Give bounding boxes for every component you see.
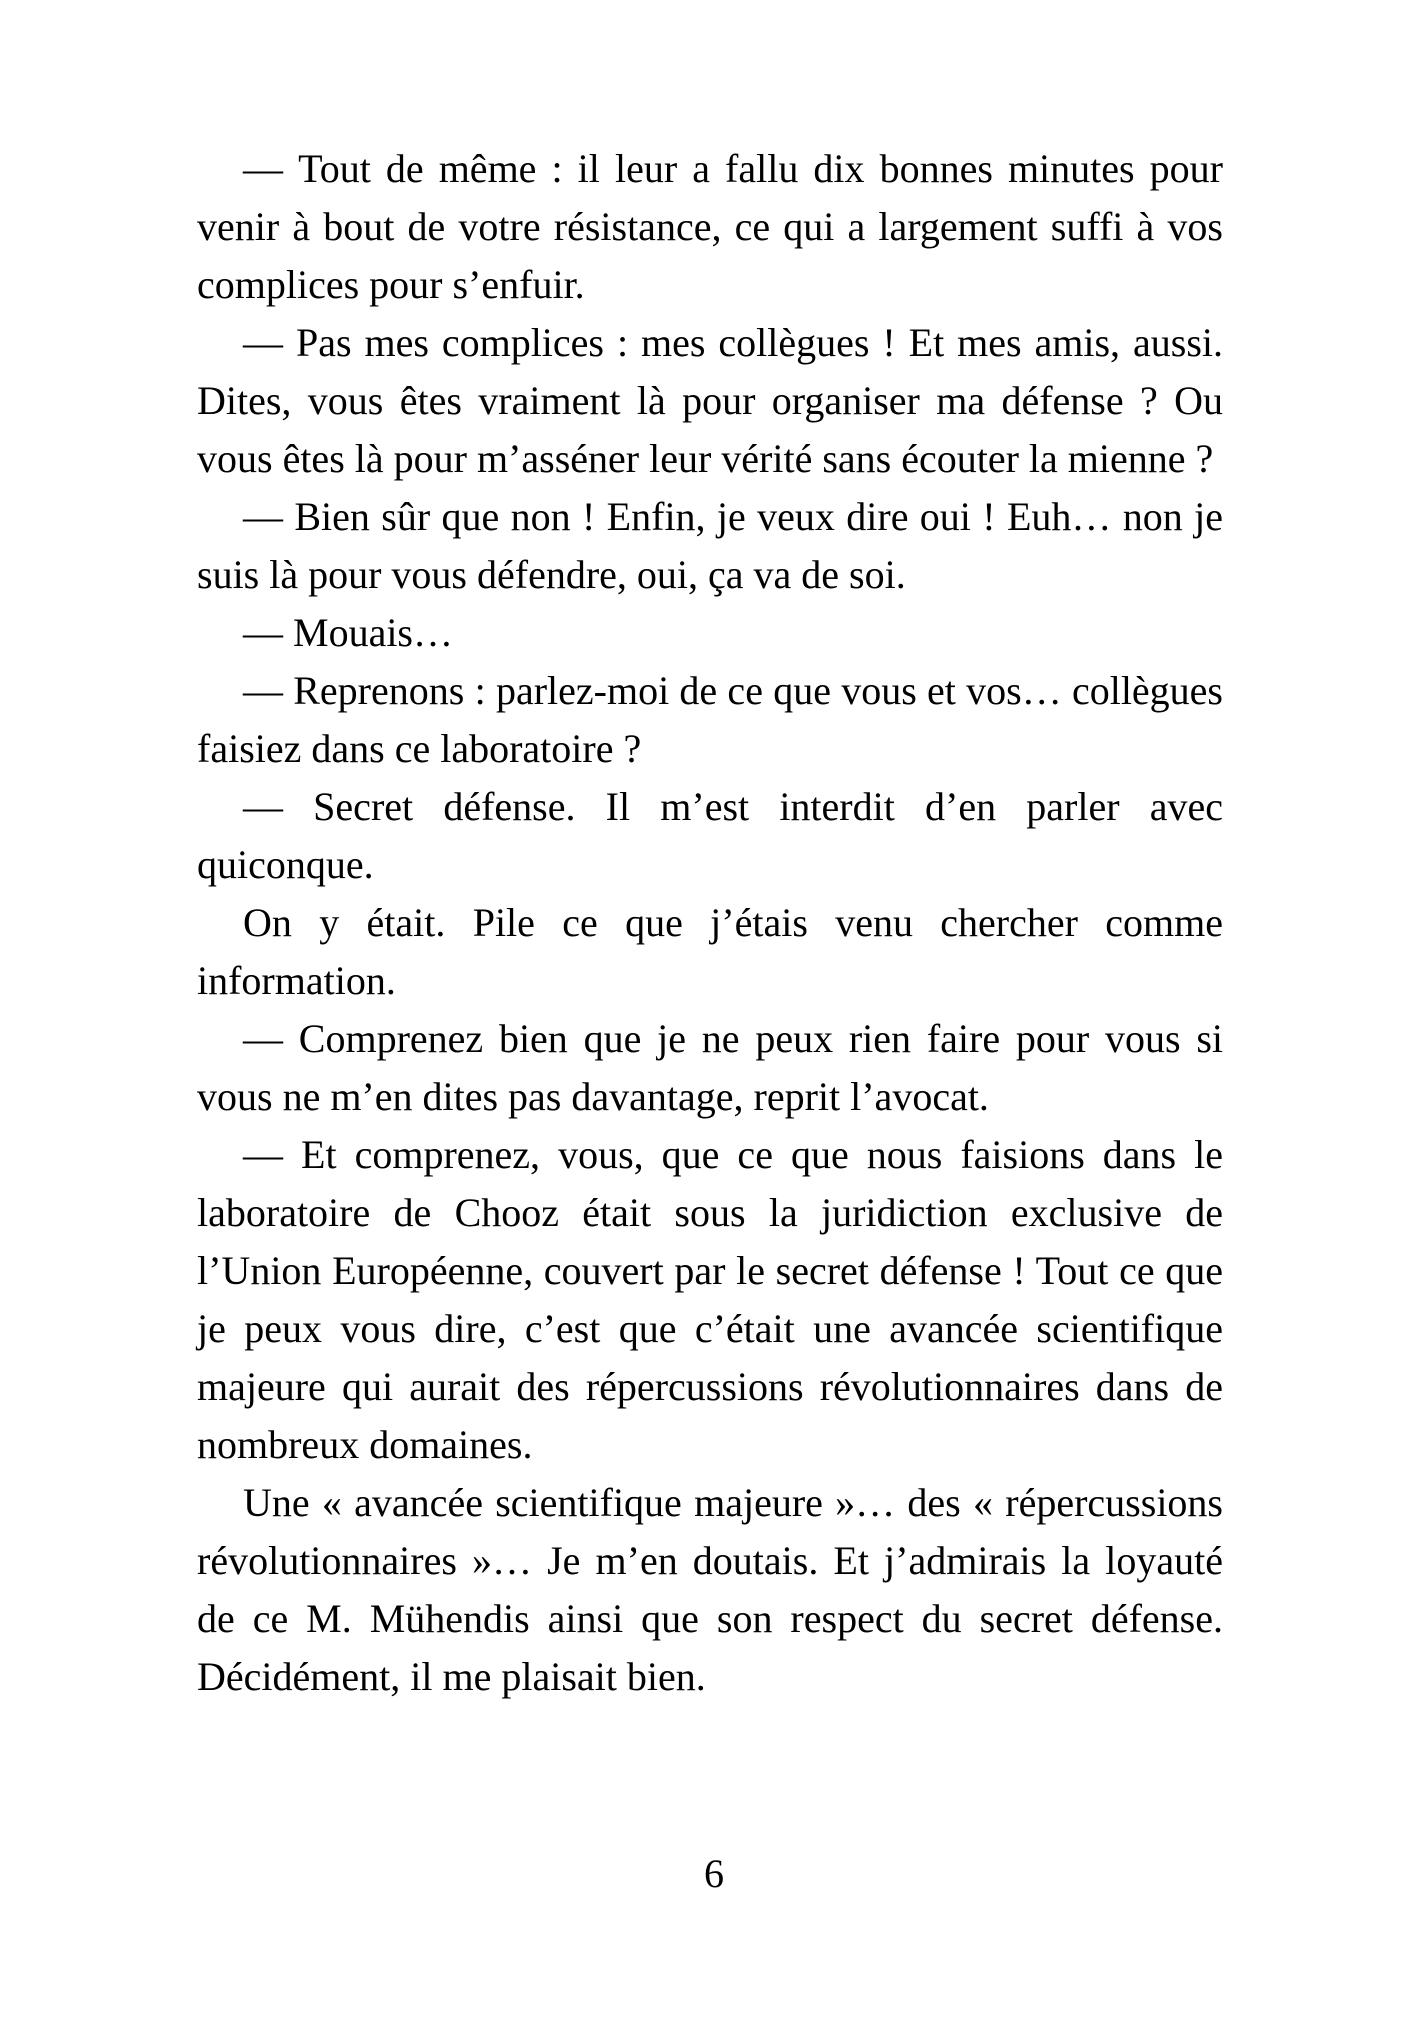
paragraph: — Secret défense. Il m’est interdit d’en parler avec quiconque.	[197, 784, 1223, 887]
paragraph: — Mouais…	[243, 610, 453, 655]
paragraph: — Reprenons : parlez-moi de ce que vous et vos… collègues faisiez dans ce laboratoire ?	[197, 668, 1223, 771]
paragraph: — Tout de même : il leur a fallu dix bonnes minutes pour venir à bout de votre résistance, ce qui a largement suffi à vos complices pour s’enfuir.	[197, 146, 1223, 307]
paragraph: Une « avancée scientifique majeure »… des « répercussions révolutionnaires »… Je m’en doutais. Et j’admirais la loyauté de ce M. Mühendis ainsi que son respect du secret défense. Décidément, il me plaisait bien.	[197, 1480, 1223, 1699]
body-text	[197, 140, 1223, 1706]
paragraph: — Comprenez bien que je ne peux rien faire pour vous si vous ne m’en dites pas davantage, reprit l’avocat.	[197, 1016, 1223, 1119]
paragraph: — Pas mes complices : mes collègues ! Et mes amis, aussi. Dites, vous êtes vraiment là pour organiser ma défense ? Ou vous êtes là pour m’asséner leur vérité sans écouter la mienne ?	[197, 320, 1223, 481]
paragraph: — Bien sûr que non ! Enfin, je veux dire oui ! Euh… non je suis là pour vous défendre, oui, ça va de soi.	[197, 494, 1223, 597]
paragraph: — Et comprenez, vous, que ce que nous faisions dans le laboratoire de Chooz était sous la juridiction exclusive de l’Union Européenne, couvert par le secret défense ! Tout ce que je peux vous dire, c’est que c’était une avancée scientifique majeure qui aurait des répercussions révolutionnaires dans de nombreux domaines.	[197, 1132, 1223, 1467]
page-number: 6	[704, 1851, 724, 1896]
paragraph: On y était. Pile ce que j’étais venu chercher comme information.	[197, 900, 1223, 1003]
